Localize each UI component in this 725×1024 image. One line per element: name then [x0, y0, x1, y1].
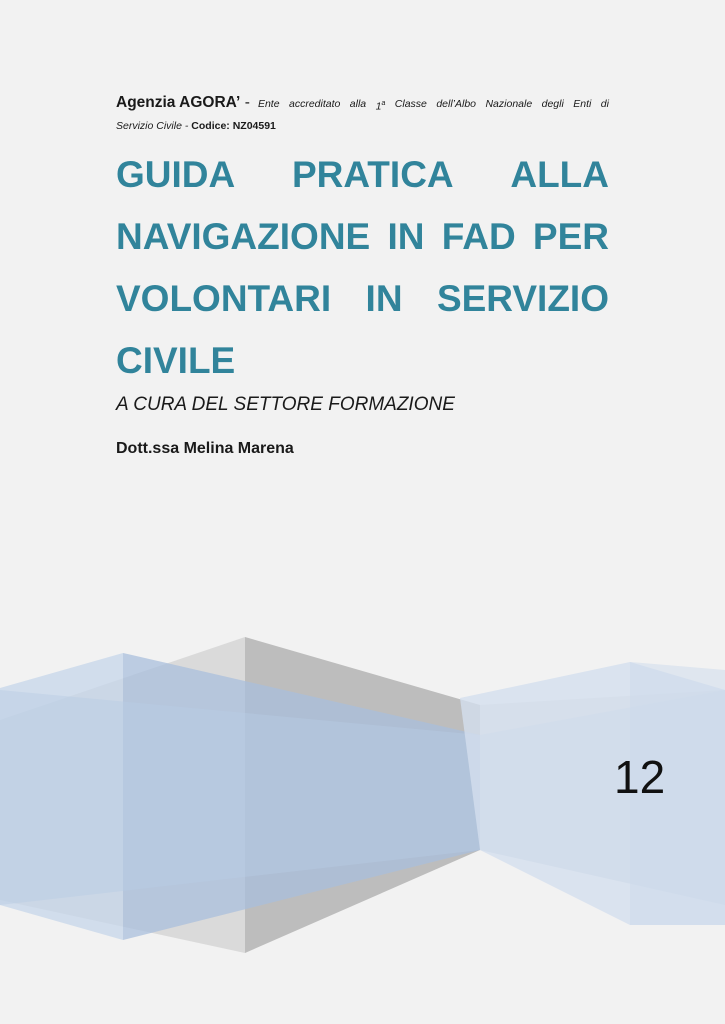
- title-word: ALLA: [510, 154, 609, 195]
- accreditation-code: Codice: NZ04591: [191, 119, 276, 132]
- title-word: GUIDA: [116, 154, 236, 195]
- desc-word: degli: [541, 98, 564, 110]
- desc-word: di: [600, 98, 609, 110]
- desc-word: Nazionale: [485, 98, 533, 110]
- title-row-4: [116, 330, 609, 392]
- title-row-1: [116, 144, 609, 206]
- header-description: [258, 93, 609, 118]
- desc-word: accreditato: [288, 98, 341, 110]
- agency-name: Agenzia AGORA’: [116, 94, 241, 111]
- title-word: SERVIZIO: [436, 278, 609, 319]
- header-line-2: [116, 118, 609, 134]
- header-line-1: [116, 92, 609, 118]
- title-word: CIVILE: [116, 340, 236, 381]
- subtitle: A CURA DEL SETTORE FORMAZIONE: [116, 394, 455, 415]
- desc-word: Enti: [573, 98, 592, 110]
- title-word: PRATICA: [291, 154, 454, 195]
- header-description-cont: Servizio Civile -: [116, 119, 189, 132]
- desc-word: dell’Albo: [436, 98, 477, 110]
- title-word: FAD: [441, 216, 516, 257]
- title-word: PER: [532, 216, 609, 257]
- document-header: [116, 92, 609, 134]
- page-number: 12: [614, 751, 666, 803]
- document-title: [116, 144, 609, 392]
- header-dash: -: [244, 94, 250, 111]
- title-word: NAVIGAZIONE: [116, 216, 371, 257]
- desc-word: alla: [349, 98, 367, 110]
- desc-word: Ente: [257, 98, 280, 110]
- title-word: IN: [365, 278, 403, 319]
- title-row-3: [116, 268, 609, 330]
- desc-word-ordinal: 1$^a$: [375, 100, 386, 113]
- author-name: Dott.ssa Melina Marena: [116, 440, 294, 457]
- title-row-2: [116, 206, 609, 268]
- title-word: IN: [387, 216, 425, 257]
- ordinal-superscript: a: [381, 100, 386, 107]
- title-word: VOLONTARI: [116, 278, 332, 319]
- desc-word: Classe: [394, 98, 427, 110]
